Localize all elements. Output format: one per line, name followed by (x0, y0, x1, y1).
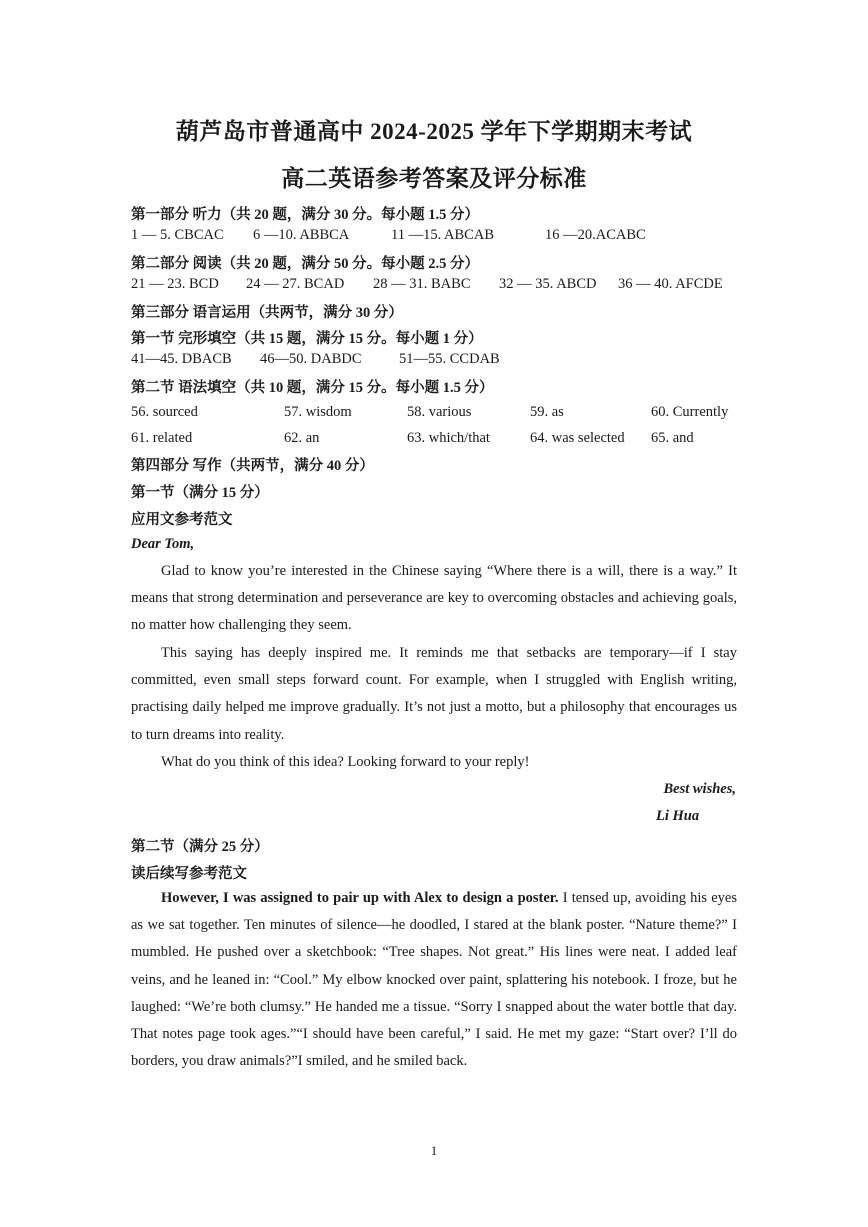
grammar-answer: 59. as (530, 404, 564, 420)
letter-greeting: Dear Tom, (131, 536, 195, 552)
grammar-answer: 60. Currently (651, 404, 729, 420)
grammar-answer: 63. which/that (407, 430, 490, 446)
letter-signature: Li Hua (656, 808, 700, 824)
part3-heading: 第三部分 语言运用（共两节，满分 30 分） (131, 305, 403, 321)
document-subtitle: 高二英语参考答案及评分标准 (281, 166, 587, 191)
part1-answer: 16 —20.ACABC (545, 227, 646, 243)
letter-paragraph: What do you think of this idea? Looking forward to your reply! (161, 754, 530, 770)
part4-heading: 第四部分 写作（共两节，满分 40 分） (131, 458, 374, 474)
part2-answer: 32 — 35. ABCD (499, 276, 597, 292)
grammar-answer: 62. an (284, 430, 320, 446)
letter-closing: Best wishes, (663, 781, 736, 797)
grammar-answer: 57. wisdom (284, 404, 352, 420)
letter-paragraph: Glad to know you’re interested in the Chinese saying “Where there is a will, there is a way.” It means that strong determination and perseverance are key to overcoming obstacles and achieving goals, no matter how challenging they seem. (131, 563, 737, 634)
part1-heading: 第一部分 听力（共 20 题，满分 30 分。每小题 1.5 分） (131, 207, 479, 223)
part2-heading: 第二部分 阅读（共 20 题，满分 50 分。每小题 2.5 分） (131, 256, 479, 272)
grammar-answer: 56. sourced (131, 404, 198, 420)
letter-paragraph: This saying has deeply inspired me. It reminds me that setbacks are temporary—if I stay committed, even small steps forward count. For example, when I struggled with English writing, practising daily helped me improve gradually. It’s not just a motto, but a philosophy that encourages us to turn dreams into reality. (131, 645, 737, 743)
grammar-answer: 65. and (651, 430, 694, 446)
document-title: 葫芦岛市普通高中 2024-2025 学年下学期期末考试 (175, 119, 693, 144)
part1-answer: 1 — 5. CBCAC (131, 227, 224, 243)
part4-section2-heading: 第二节（满分 25 分） (131, 839, 269, 855)
grammar-answer: 61. related (131, 430, 193, 446)
cloze-answer: 51—55. CCDAB (399, 351, 500, 367)
part1-answer: 11 —15. ABCAB (391, 227, 494, 243)
part3-section1-heading: 第一节 完形填空（共 15 题，满分 15 分。每小题 1 分） (131, 331, 483, 347)
part1-answer: 6 —10. ABBCA (253, 227, 350, 243)
continuation-essay-label: 读后续写参考范文 (131, 866, 247, 882)
continuation-lead-sentence: However, I was assigned to pair up with Alex to design a poster. (161, 890, 559, 906)
part2-answer: 21 — 23. BCD (131, 276, 219, 292)
part2-answer: 28 — 31. BABC (373, 276, 471, 292)
continuation-paragraph (131, 885, 737, 1075)
cloze-answer: 46—50. DABDC (260, 351, 362, 367)
part2-answer: 24 — 27. BCAD (246, 276, 345, 292)
model-essay-label: 应用文参考范文 (131, 512, 233, 528)
part4-section1-heading: 第一节（满分 15 分） (131, 485, 269, 501)
continuation-body: I tensed up, avoiding his eyes as we sat together. Ten minutes of silence—he doodled, I stared at the blank poster. “Nature theme?” I mumbled. He pushed over a sketchbook: “Tree shapes. Not great.” His lines were neat. I added leaf veins, and he leaned in: “Cool.” My elbow knocked over paint, splattering his notebook. I froze, but he laughed: “We’re both clumsy.” He handed me a tissue. “Sorry I snapped about the water bottle that day. That notes page took ages.”“I should have been careful,” I said. He met my gaze: “Start over? I’ll do borders, you draw animals?”I smiled, and he smiled back. (131, 890, 737, 1070)
page-number: 1 (430, 1143, 438, 1158)
grammar-answer: 58. various (407, 404, 472, 420)
part2-answer: 36 — 40. AFCDE (618, 276, 723, 292)
part3-section2-heading: 第二节 语法填空（共 10 题，满分 15 分。每小题 1.5 分） (131, 380, 494, 396)
grammar-answer: 64. was selected (530, 430, 625, 446)
cloze-answer: 41—45. DBACB (131, 351, 232, 367)
